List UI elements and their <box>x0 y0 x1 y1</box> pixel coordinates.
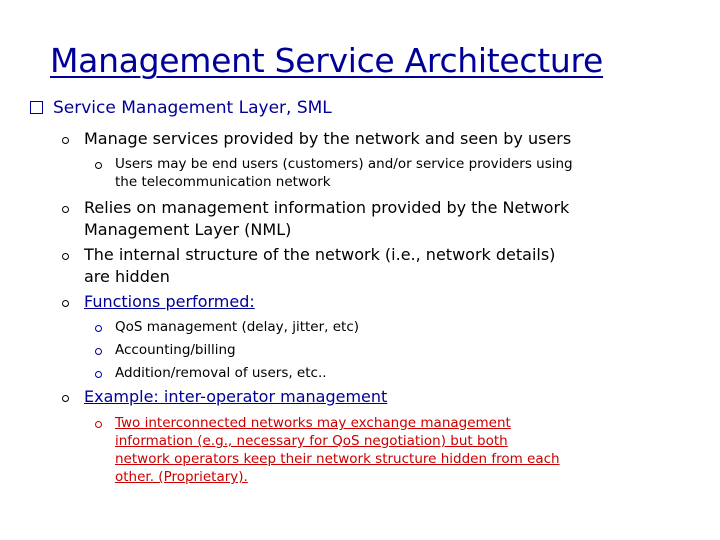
circle-bullet-icon <box>95 421 102 428</box>
bullet-text: Manage services provided by the network and seen by users <box>84 129 572 148</box>
bullet-text-line2: Management Layer (NML) <box>84 220 292 239</box>
circle-bullet-icon <box>62 253 69 260</box>
function-item <box>95 364 327 382</box>
functions-link[interactable]: Functions performed: <box>84 292 255 311</box>
checkbox-bullet-icon <box>30 101 43 114</box>
circle-bullet-icon <box>62 395 69 402</box>
slide-title: Management Service Architecture <box>50 41 604 80</box>
circle-bullet-icon <box>62 137 69 144</box>
bullet-text-line1: The internal structure of the network (i.e., network details) <box>84 245 556 264</box>
example-text-line4[interactable]: other. (Proprietary). <box>115 469 248 485</box>
sub-bullet-interoperator <box>95 414 560 486</box>
bullet-internal-structure <box>62 244 555 288</box>
function-item <box>95 318 359 336</box>
function-item-text: Accounting/billing <box>115 342 236 358</box>
circle-bullet-icon <box>95 325 102 332</box>
section-heading <box>30 97 332 119</box>
circle-bullet-icon <box>95 162 102 169</box>
function-item-text: QoS management (delay, jitter, etc) <box>115 319 360 335</box>
circle-bullet-icon <box>95 371 102 378</box>
bullet-text-line2: are hidden <box>84 267 170 286</box>
example-link[interactable]: Example: inter-operator management <box>84 387 388 406</box>
circle-bullet-icon <box>95 348 102 355</box>
function-item <box>95 341 236 359</box>
circle-bullet-icon <box>62 300 69 307</box>
bullet-text-line1: Relies on management information provided by the Network <box>84 198 570 217</box>
section-heading-text: Service Management Layer, SML <box>53 98 332 118</box>
bullet-relies-nml <box>62 197 569 241</box>
bullet-example <box>62 386 387 408</box>
circle-bullet-icon <box>62 206 69 213</box>
sub-bullet-users <box>95 155 573 191</box>
sub-bullet-text-line2: the telecommunication network <box>115 174 331 190</box>
example-text-line1[interactable]: Two interconnected networks may exchange management <box>115 415 511 431</box>
bullet-manage-services <box>62 128 571 150</box>
bullet-functions <box>62 291 255 313</box>
sub-bullet-text-line1: Users may be end users (customers) and/or service providers using <box>115 156 573 172</box>
function-item-text: Addition/removal of users, etc.. <box>115 365 327 381</box>
example-text-line3[interactable]: network operators keep their network structure hidden from each <box>115 451 560 467</box>
example-text-line2[interactable]: information (e.g., necessary for QoS negotiation) but both <box>115 433 508 449</box>
